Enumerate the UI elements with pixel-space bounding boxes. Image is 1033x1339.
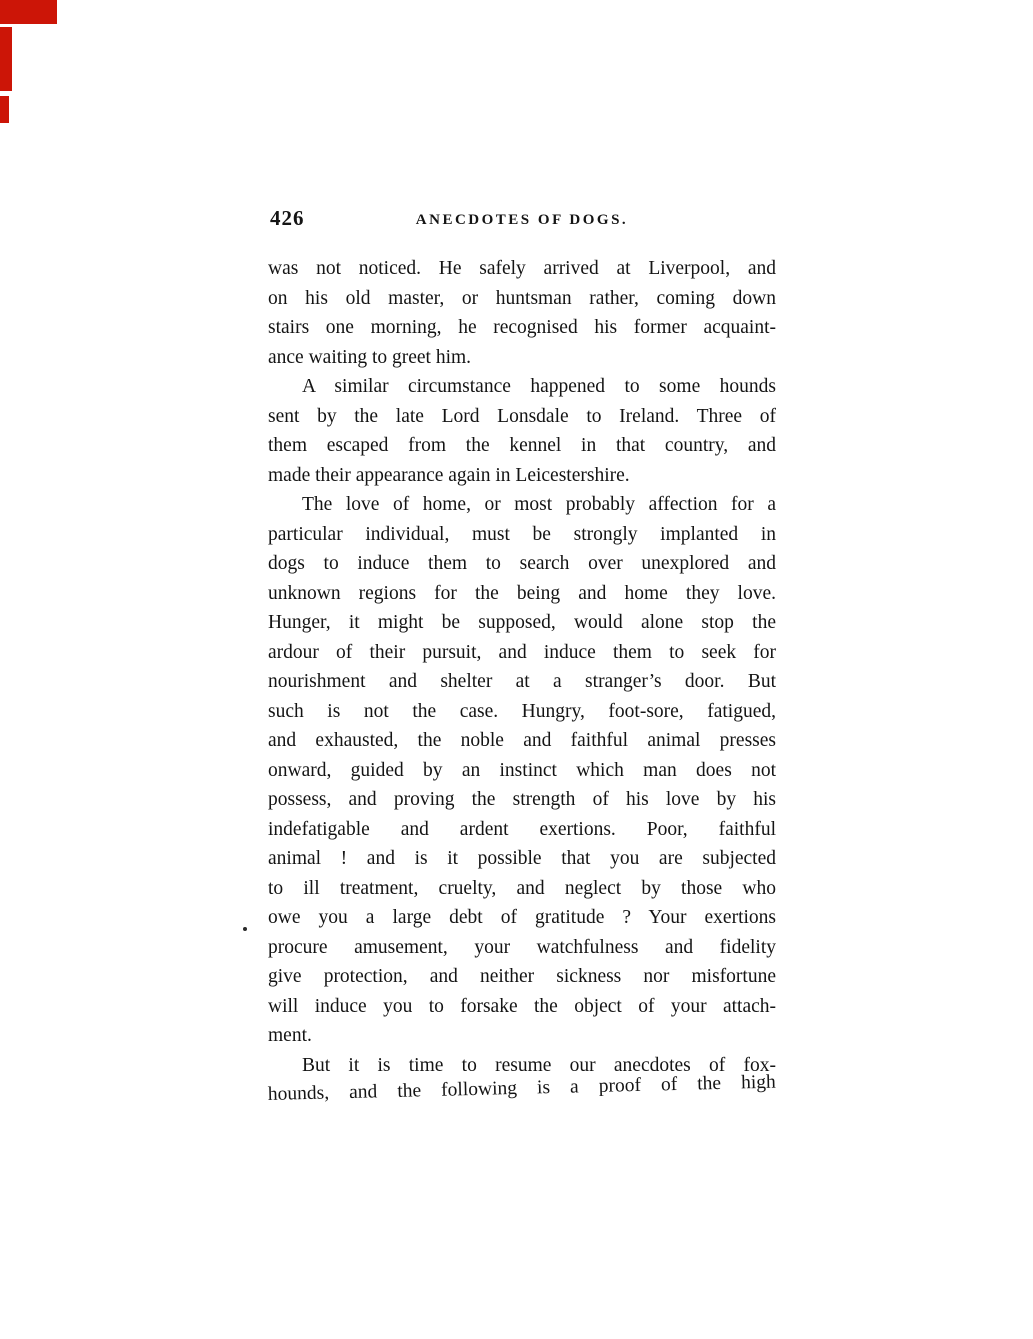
text-line: indefatigable and ardent exertions. Poor, faithful xyxy=(268,818,776,840)
text-line: onward, guided by an instinct which man does not xyxy=(268,759,776,781)
text-line: unknown regions for the being and home they love. xyxy=(268,582,776,604)
text-line: to ill treatment, cruelty, and neglect by those who xyxy=(268,877,776,899)
text-line: made their appearance again in Leicestershire. xyxy=(268,464,630,486)
page-body xyxy=(268,254,776,1110)
text-line: stairs one morning, he recognised his former acquaint- xyxy=(268,317,776,338)
text-line: A similar circumstance happened to some hounds xyxy=(302,376,776,397)
text-line: ment. xyxy=(268,1025,312,1046)
text-line: Hunger, it might be supposed, would alone stop the xyxy=(268,612,776,633)
text-line: them escaped from the kennel in that country, and xyxy=(268,435,776,456)
text-line: But it is time to resume our anecdotes of fox- xyxy=(302,1054,776,1076)
text-line: and exhausted, the noble and faithful animal presses xyxy=(268,730,776,751)
margin-speck xyxy=(243,927,247,931)
text-line: was not noticed. He safely arrived at Liverpool, and xyxy=(268,258,776,279)
text-line: owe you a large debt of gratitude ? Your exertions xyxy=(268,907,776,928)
running-header: ANECDOTES OF DOGS. xyxy=(415,212,629,228)
text-line: on his old master, or huntsman rather, coming down xyxy=(268,287,776,309)
scan-artifact-left-strip xyxy=(0,27,12,91)
page-number: 426 xyxy=(270,206,305,230)
text-line: The love of home, or most probably affection for a xyxy=(302,494,776,515)
text-line: ance waiting to greet him. xyxy=(268,346,472,368)
text-line: give protection, and neither sickness nor misfortune xyxy=(268,966,776,987)
scan-artifact-top-left xyxy=(0,0,57,24)
scan-artifact-left-strip-2 xyxy=(0,96,9,123)
text-line: will induce you to forsake the object of your attach- xyxy=(268,995,776,1017)
text-line: such is not the case. Hungry, foot-sore, fatigued, xyxy=(268,700,776,722)
text-line: hounds, and the following is a proof of the high xyxy=(267,1071,777,1105)
text-line: particular individual, must be strongly implanted in xyxy=(268,523,776,545)
text-line: sent by the late Lord Lonsdale to Ireland. Three of xyxy=(268,405,776,427)
text-line: dogs to induce them to search over unexplored and xyxy=(268,553,776,574)
text-line: nourishment and shelter at a stranger’s door. But xyxy=(268,671,776,692)
text-line: possess, and proving the strength of his love by his xyxy=(268,789,776,810)
text-line: ardour of their pursuit, and induce them to seek for xyxy=(268,641,776,663)
text-line: procure amusement, your watchfulness and fidelity xyxy=(268,936,776,958)
text-line: animal ! and is it possible that you are subjected xyxy=(268,848,776,869)
